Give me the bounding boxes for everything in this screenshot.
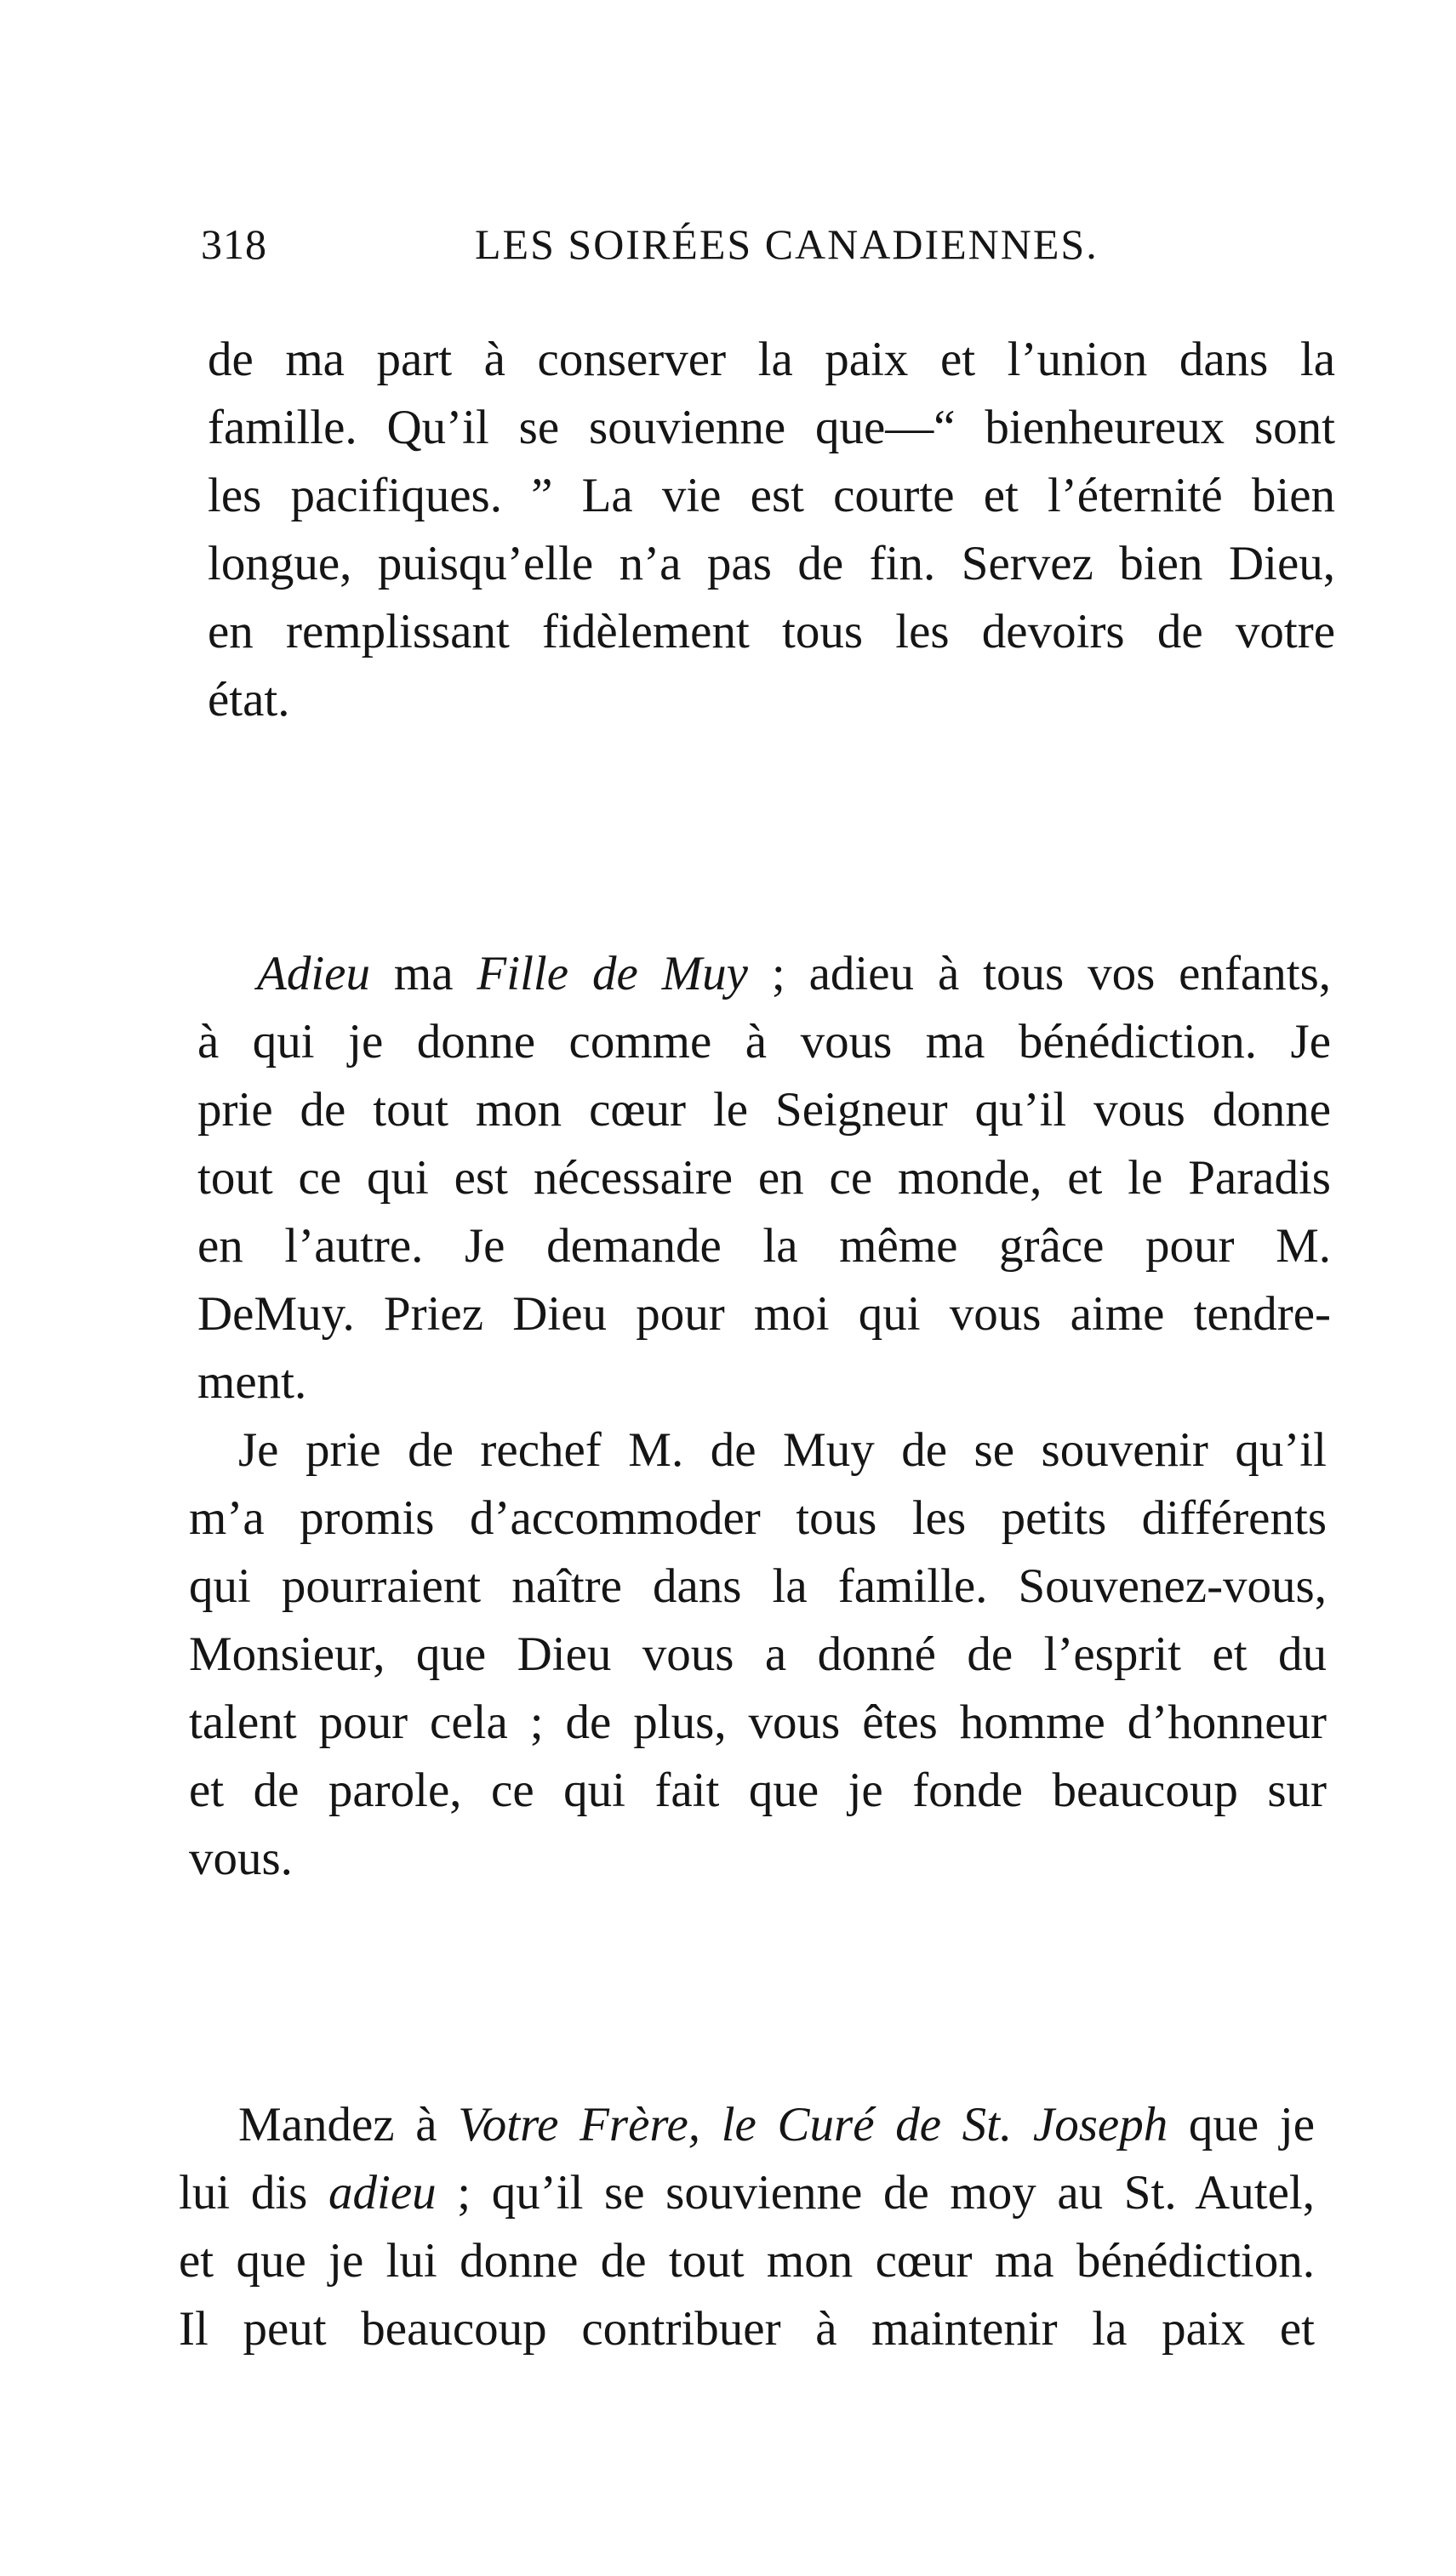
text-line: vous. [189,1832,293,1885]
text-line: m’a promis d’accommoder tous les petits différents [189,1491,1327,1545]
page-header [201,219,1341,279]
text-span: ; qu’il se souvienne de moy au St. Autel, [436,2166,1315,2220]
text-span: Mandez à [238,2098,459,2151]
text-span: ; adieu à tous vos enfants, [747,947,1332,1000]
text-line: de ma part à conserver la paix et l’union dans la [208,333,1335,386]
text-line-first [238,2095,1315,2155]
italic-fille-de-muy: Fille de Muy [477,947,748,1000]
text-line: Je prie de rechef M. de Muy de se souvenir qu’il [238,1423,1327,1477]
text-line [179,2163,1315,2223]
text-line: les pacifiques. ” La vie est courte et l’éternité bien [208,469,1335,522]
text-span: ma [369,947,477,1000]
italic-votre-frere: Votre Frère, le Curé de St. Joseph [458,2098,1168,2151]
running-title: LES SOIRÉES CANADIENNES. [475,220,1099,268]
text-line: et que je lui donne de tout mon cœur ma bénédiction. [179,2234,1315,2288]
page-number: 318 [201,220,267,268]
text-line: DeMuy. Priez Dieu pour moi qui vous aime tendre- [197,1287,1331,1341]
text-line: qui pourraient naître dans la famille. Souvenez-vous, [189,1559,1327,1613]
text-line: prie de tout mon cœur le Seigneur qu’il vous donne [197,1083,1331,1137]
text-line: et de parole, ce qui fait que je fonde beaucoup sur [189,1764,1327,1817]
text-line: famille. Qu’il se souvienne que—“ bienheureux sont [208,401,1335,454]
text-line: talent pour cela ; de plus, vous êtes homme d’honneur [189,1695,1327,1749]
italic-adieu: Adieu [257,947,370,1000]
text-line-first [257,944,1331,1004]
italic-adieu: adieu [328,2166,437,2220]
text-line: Monsieur, que Dieu vous a donné de l’esprit et du [189,1627,1327,1681]
text-span: lui dis [179,2166,328,2220]
text-line: ment. [197,1355,307,1409]
text-line: Il peut beaucoup contribuer à maintenir la paix et [179,2302,1315,2356]
text-line: état. [208,673,290,727]
text-line: en remplissant fidèlement tous les devoirs de votre [208,605,1335,658]
text-line: à qui je donne comme à vous ma bénédiction. Je [197,1015,1331,1069]
text-line: en l’autre. Je demande la même grâce pour M. [197,1219,1331,1273]
text-line: longue, puisqu’elle n’a pas de fin. Servez bien Dieu, [208,537,1335,590]
text-line: tout ce qui est nécessaire en ce monde, et le Paradis [197,1151,1331,1205]
text-span: que je [1168,2098,1316,2151]
